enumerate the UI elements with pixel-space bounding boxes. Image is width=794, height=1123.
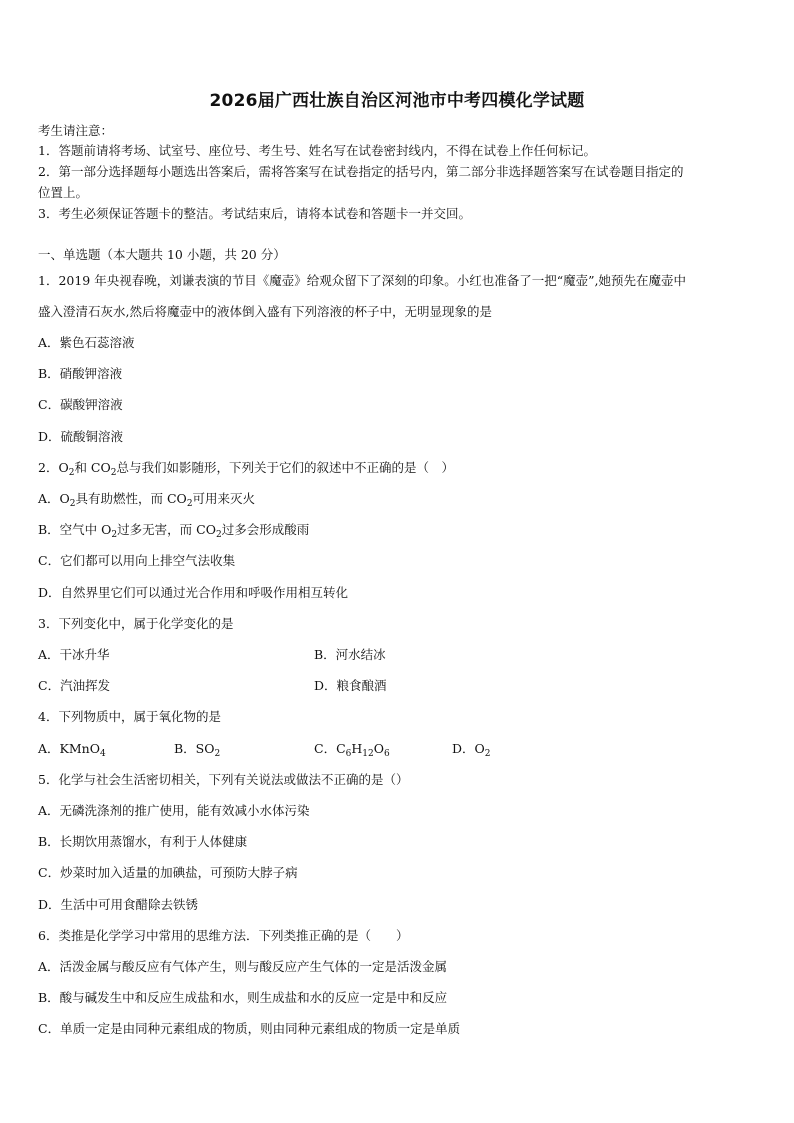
q1-stem-line2: 盛入澄清石灰水,然后将魔壶中的液体倒入盛有下列溶液的杯子中，无明显现象的是 bbox=[38, 304, 492, 319]
q6-option-a: A．活泼金属与酸反应有气体产生，则与酸反应产生气体的一定是活泼金属 bbox=[38, 959, 448, 974]
q2-stem: 2．$O_2$和 $CO_2$总与我们如影随形，下列关于它们的叙述中不正确的是（ ） bbox=[38, 460, 454, 478]
q1-option-d: D．硫酸铜溶液 bbox=[38, 429, 124, 444]
q5-option-c: C．炒菜时加入适量的加碘盐，可预防大脖子病 bbox=[38, 865, 298, 880]
q3-stem: 3．下列变化中，属于化学变化的是 bbox=[38, 616, 234, 631]
q5-option-d: D．生活中可用食醋除去铁锈 bbox=[38, 897, 199, 912]
q1-stem-line1: 1．2019 年央视春晚，刘谦表演的节目《魔壶》给观众留下了深刻的印象。小红也准备了一把“魔壶”,她预先在魔壶中 bbox=[38, 273, 686, 288]
q1-option-a: A．紫色石蕊溶液 bbox=[38, 335, 135, 350]
q2-option-a: A．$O_2$具有助燃性，而 $CO_2$可用来灭火 bbox=[38, 491, 256, 509]
notice-item-3: 3．考生必须保证答题卡的整洁。考试结束后，请将本试卷和答题卡一并交回。 bbox=[38, 206, 471, 221]
section-heading: 一、单选题（本大题共 10 小题，共 20 分） bbox=[38, 247, 286, 262]
q3-option-a: A．干冰升华 bbox=[38, 647, 110, 662]
q2-option-d: D．自然界里它们可以通过光合作用和呼吸作用相互转化 bbox=[38, 585, 349, 600]
q4-option-c: C．$C_6H_{12}O_6$ bbox=[314, 741, 390, 759]
q1-option-b: B．硝酸钾溶液 bbox=[38, 366, 123, 381]
notice-item-2: 2．第一部分选择题每小题选出答案后，需将答案写在试卷指定的括号内，第二部分非选择题答案写在试卷题目指定的 bbox=[38, 164, 684, 179]
q2-option-c: C．它们都可以用向上排空气法收集 bbox=[38, 553, 236, 568]
q4-stem: 4．下列物质中，属于氧化物的是 bbox=[38, 709, 221, 724]
q3-option-b: B．河水结冰 bbox=[314, 647, 386, 662]
q6-stem: 6．类推是化学学习中常用的思维方法．下列类推正确的是（ ） bbox=[38, 928, 409, 943]
q2-option-b: B．空气中 $O_2$过多无害，而 $CO_2$过多会形成酸雨 bbox=[38, 522, 310, 540]
q1-option-c: C．碳酸钾溶液 bbox=[38, 397, 123, 412]
q3-option-d: D．粮食酿酒 bbox=[314, 678, 387, 693]
q4-option-a: A．KMnO$_4$ bbox=[38, 741, 106, 759]
q4-option-b: B．$SO_2$ bbox=[174, 741, 221, 759]
notice-item-2-cont: 位置上。 bbox=[38, 185, 89, 200]
q5-option-a: A．无磷洗涤剂的推广使用，能有效减小水体污染 bbox=[38, 803, 310, 818]
q6-option-b: B．酸与碱发生中和反应生成盐和水，则生成盐和水的反应一定是中和反应 bbox=[38, 990, 448, 1005]
q6-option-c: C．单质一定是由同种元素组成的物质，则由同种元素组成的物质一定是单质 bbox=[38, 1021, 461, 1036]
page-title: 2026届广西壮族自治区河池市中考四模化学试题 bbox=[209, 91, 585, 111]
q4-option-d: D．$O_2$ bbox=[452, 741, 491, 759]
q5-stem: 5．化学与社会生活密切相关，下列有关说法或做法不正确的是（） bbox=[38, 772, 409, 787]
q5-option-b: B．长期饮用蒸馏水，有利于人体健康 bbox=[38, 834, 248, 849]
notice-heading: 考生请注意： bbox=[38, 123, 114, 138]
q3-option-c: C．汽油挥发 bbox=[38, 678, 111, 693]
notice-item-1: 1．答题前请将考场、试室号、座位号、考生号、姓名写在试卷密封线内，不得在试卷上作任何标记。 bbox=[38, 143, 596, 158]
